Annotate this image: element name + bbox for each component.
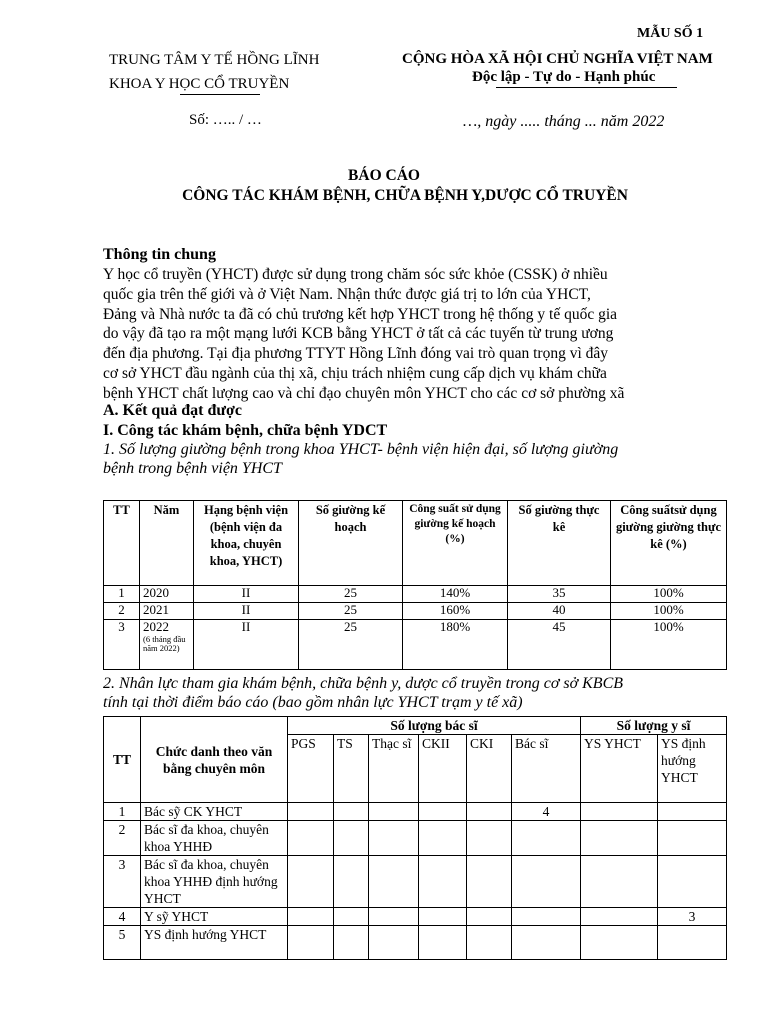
paragraph-line: đến địa phương. Tại địa phương TTYT Hồng Lĩnh đóng vai trò quan trọng vì đây <box>103 345 609 363</box>
header-actual-beds: Số giường thực kê <box>508 501 611 586</box>
cell-value <box>369 926 419 960</box>
paragraph-line: bệnh YHCT chất lượng cao và chỉ đạo chuyên môn YHCT cho các cơ sở phường xã <box>103 384 625 402</box>
cell-value <box>334 926 369 960</box>
cell-value <box>369 856 419 908</box>
section-a-heading: A. Kết quả đạt được <box>103 402 242 419</box>
item-1-heading-cont: bệnh trong bệnh viện YHCT <box>103 460 282 477</box>
table-row <box>104 803 727 821</box>
header-planned-beds: Số giường kế hoạch <box>299 501 403 586</box>
cell-value <box>419 908 467 926</box>
table-row <box>104 926 727 960</box>
report-title: BÁO CÁO <box>348 167 420 184</box>
header-ts: TS <box>334 735 369 803</box>
cell-value <box>467 803 512 821</box>
header-actual-bed-usage: Công suấtsử dụng giường giường thực kê (%) <box>611 501 727 586</box>
cell-value <box>288 856 334 908</box>
cell-value <box>581 803 658 821</box>
paragraph-line: Y học cổ truyền (YHCT) được sử dụng trong chăm sóc sức khỏe (CSSK) ở nhiều <box>103 266 608 283</box>
country-name: CỘNG HÒA XÃ HỘI CHỦ NGHĨA VIỆT NAM <box>402 51 713 67</box>
cell-year: 2021 <box>140 603 194 620</box>
cell-value <box>512 821 581 856</box>
year-note: (6 tháng đầu năm 2022) <box>143 633 186 653</box>
cell-actual: 45 <box>508 620 611 670</box>
table-row <box>104 603 727 620</box>
header-planned-bed-usage: Công suất sử dụng giường kế hoạch (%) <box>403 501 508 586</box>
cell-value <box>288 803 334 821</box>
paragraph-line: cơ sở YHCT đầu ngành của thị xã, chịu trách nhiệm cung cấp dịch vụ khám chữa <box>103 364 607 382</box>
table-header-row <box>104 717 727 735</box>
table-row <box>104 908 727 926</box>
cell-actual: 40 <box>508 603 611 620</box>
cell-value <box>334 856 369 908</box>
cell-actual-use: 100% <box>611 620 727 670</box>
cell-actual-use: 100% <box>611 603 727 620</box>
cell-title: YS định hướng YHCT <box>141 926 288 960</box>
cell-tt: 3 <box>104 620 140 670</box>
cell-planned-use: 180% <box>403 620 508 670</box>
cell-title: Bác sĩ đa khoa, chuyên khoa YHHĐ <box>141 821 288 856</box>
cell-actual-use: 100% <box>611 586 727 603</box>
national-motto: Độc lập - Tự do - Hạnh phúc <box>472 69 656 85</box>
report-subtitle: CÔNG TÁC KHÁM BỆNH, CHỮA BỆNH Y,DƯỢC CỔ TRUYỀN <box>182 187 628 204</box>
cell-tt: 4 <box>104 908 141 926</box>
cell-rank: II <box>194 586 299 603</box>
cell-value <box>288 908 334 926</box>
cell-value <box>467 908 512 926</box>
cell-value <box>658 926 727 960</box>
header-pgs: PGS <box>288 735 334 803</box>
cell-value <box>334 803 369 821</box>
item-2-heading-cont: tính tại thời điểm báo cáo (bao gồm nhân lực YHCT trạm y tế xã) <box>103 694 523 711</box>
table-row <box>104 586 727 603</box>
header-hospital-rank: Hạng bệnh viện (bệnh viện đa khoa, chuyên khoa, YHCT) <box>194 501 299 586</box>
cell-planned: 25 <box>299 586 403 603</box>
cell-value <box>581 908 658 926</box>
cell-planned: 25 <box>299 620 403 670</box>
cell-planned-use: 140% <box>403 586 508 603</box>
cell-value <box>334 821 369 856</box>
header-ys-yhct: YS YHCT <box>581 735 658 803</box>
cell-year <box>140 620 194 670</box>
cell-value <box>467 856 512 908</box>
cell-value <box>581 821 658 856</box>
section-1-heading: I. Công tác khám bệnh, chữa bệnh YDCT <box>103 422 388 439</box>
cell-value <box>658 821 727 856</box>
cell-value <box>369 821 419 856</box>
cell-title: Bác sĩ đa khoa, chuyên khoa YHHĐ định hướng YHCT <box>141 856 288 908</box>
paragraph-line: quốc gia trên thế giới và ở Việt Nam. Nhận thức được giá trị to lớn của YHCT, <box>103 285 591 303</box>
cell-value <box>467 926 512 960</box>
cell-value <box>369 908 419 926</box>
hospital-beds-table <box>103 500 727 670</box>
department-underline <box>180 94 260 95</box>
header-cki: CKI <box>467 735 512 803</box>
cell-value <box>512 908 581 926</box>
cell-year: 2020 <box>140 586 194 603</box>
header-tt: TT <box>104 501 140 586</box>
header-title: Chức danh theo văn bằng chuyên môn <box>141 717 288 803</box>
item-1-heading: 1. Số lượng giường bệnh trong khoa YHCT- bệnh viện hiện đại, số lượng giường <box>103 441 619 458</box>
header-year: Năm <box>140 501 194 586</box>
document-date: …, ngày ..... tháng ... năm 2022 <box>463 113 665 130</box>
cell-value <box>419 856 467 908</box>
cell-value <box>419 926 467 960</box>
header-ys-oriented: YS định hướng YHCT <box>658 735 727 803</box>
cell-value <box>512 856 581 908</box>
paragraph-line: Đảng và Nhà nước ta đã có chủ trương kết hợp YHCT trong hệ thống y tế quốc gia <box>103 305 618 323</box>
cell-value <box>419 821 467 856</box>
cell-value <box>288 926 334 960</box>
paragraph-line: do vậy đã tạo ra một mạng lưới KCB bằng YHCT ở tất cả các tuyến từ trung ương <box>103 325 614 343</box>
cell-value <box>467 821 512 856</box>
form-number: MẪU SỐ 1 <box>637 26 704 41</box>
header-ckii: CKII <box>419 735 467 803</box>
cell-value <box>581 926 658 960</box>
motto-underline <box>496 87 677 88</box>
cell-value <box>658 803 727 821</box>
cell-tt: 5 <box>104 926 141 960</box>
document-number: Số: ….. / … <box>189 112 262 128</box>
cell-value <box>419 803 467 821</box>
cell-value <box>334 908 369 926</box>
year-value: 2022 <box>143 619 169 634</box>
cell-title: Y sỹ YHCT <box>141 908 288 926</box>
header-physicians-group: Số lượng y sĩ <box>581 717 727 735</box>
cell-tt: 1 <box>104 803 141 821</box>
general-info-heading: Thông tin chung <box>103 246 216 263</box>
cell-value: 3 <box>658 908 727 926</box>
cell-tt: 3 <box>104 856 141 908</box>
cell-value: 4 <box>512 803 581 821</box>
header-doctors-group: Số lượng bác sĩ <box>288 717 581 735</box>
cell-value <box>512 926 581 960</box>
item-2-heading: 2. Nhân lực tham gia khám bệnh, chữa bệnh y, dược cổ truyền trong cơ sở KBCB <box>103 675 624 692</box>
cell-rank: II <box>194 620 299 670</box>
table-row <box>104 856 727 908</box>
cell-tt: 2 <box>104 821 141 856</box>
staffing-table <box>103 716 727 960</box>
header-masters: Thạc sĩ <box>369 735 419 803</box>
cell-actual: 35 <box>508 586 611 603</box>
cell-value <box>658 856 727 908</box>
cell-title: Bác sỹ CK YHCT <box>141 803 288 821</box>
cell-rank: II <box>194 603 299 620</box>
header-tt: TT <box>104 717 141 803</box>
cell-value <box>369 803 419 821</box>
cell-value <box>288 821 334 856</box>
cell-tt: 2 <box>104 603 140 620</box>
table-header-row <box>104 501 727 586</box>
cell-value <box>581 856 658 908</box>
department-name: KHOA Y HỌC CỔ TRUYỀN <box>109 76 290 92</box>
header-doctor: Bác sĩ <box>512 735 581 803</box>
org-name: TRUNG TÂM Y TẾ HỒNG LĨNH <box>109 52 320 68</box>
cell-tt: 1 <box>104 586 140 603</box>
general-info-paragraph <box>103 265 723 404</box>
cell-planned: 25 <box>299 603 403 620</box>
table-row <box>104 620 727 670</box>
table-row <box>104 821 727 856</box>
cell-planned-use: 160% <box>403 603 508 620</box>
